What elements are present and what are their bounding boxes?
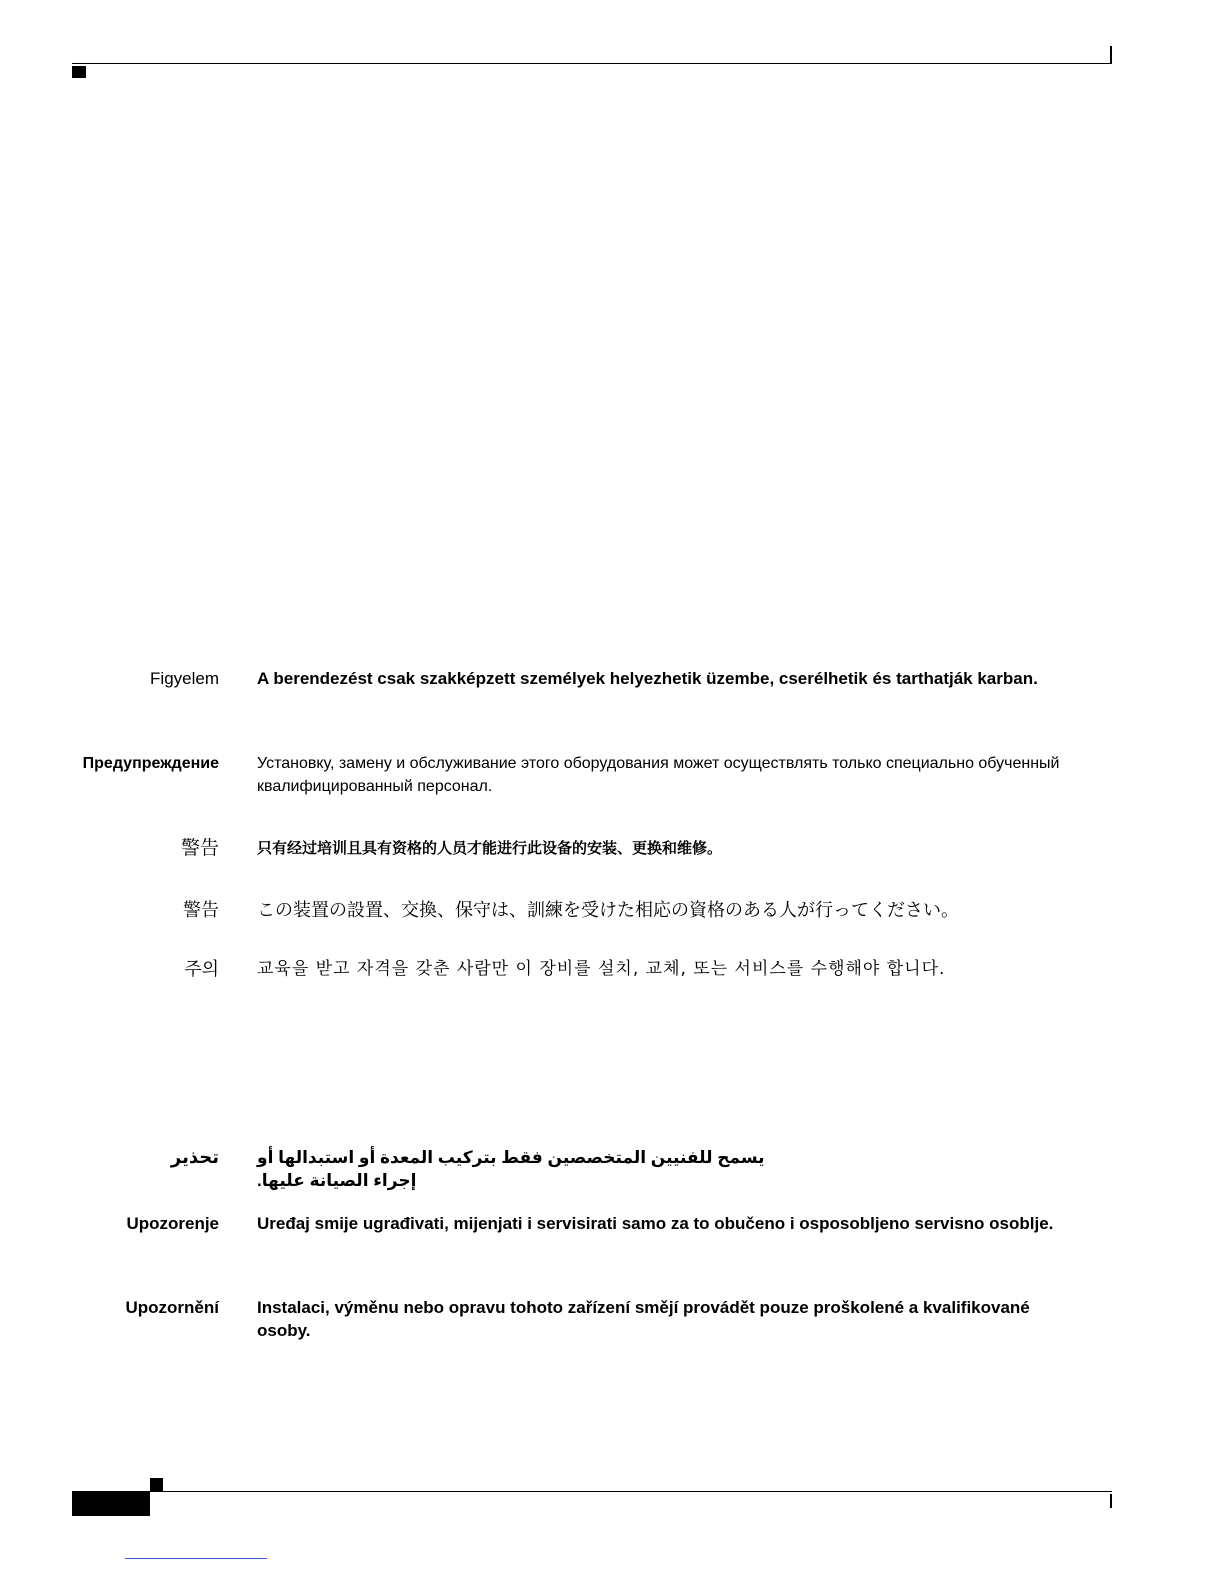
header-corner-marker: [72, 66, 86, 78]
warning-label: تحذير: [170, 1147, 219, 1167]
header-right-tick: [1110, 46, 1112, 64]
warning-text: Установку, замену и обслуживание этого оборудования может осуществлять только специально обученный квалифицированный персонал.: [257, 755, 1060, 795]
warning-label: 警告: [183, 900, 219, 921]
footer-right-tick: [1110, 1494, 1112, 1508]
warning-text: この装置の設置、交換、保守は、訓練を受けた相応の資格のある人が行ってください。: [257, 900, 959, 921]
warning-label: Figyelem: [150, 669, 219, 688]
warning-text: 교육을 받고 자격을 갖춘 사람만 이 장비를 설치, 교체, 또는 서비스를 수행해야 합니다.: [257, 959, 946, 979]
warning-label: Upozorenje: [126, 1214, 219, 1233]
warning-text: Instalaci, výměnu nebo opravu tohoto zařízení smějí provádět pouze proškolené a kvalifikované osoby.: [257, 1298, 1030, 1340]
warning-label: Предупреждение: [82, 755, 219, 772]
warning-text: يسمح للفنيين المتخصصين فقط بتركيب المعدة أو استبدالها أو إجراء الصيانة عليها.: [257, 1148, 765, 1190]
footer-tab-block: [72, 1491, 150, 1516]
footer-rule: [72, 1491, 1112, 1492]
header-rule: [72, 63, 1112, 64]
warning-text: Uređaj smije ugrađivati, mijenjati i servisirati samo za to obučeno i osposobljeno servisno osoblje.: [257, 1214, 1054, 1233]
footer-small-marker: [150, 1478, 163, 1491]
warning-text: 只有经过培训且具有资格的人员才能进行此设备的安装、更换和维修。: [257, 839, 723, 857]
warning-label: 警告: [180, 837, 219, 859]
warning-label: 주의: [184, 959, 219, 980]
warning-label: Upozornění: [125, 1298, 219, 1317]
footer-link-underline[interactable]: [125, 1558, 267, 1559]
warning-text: A berendezést csak szakképzett személyek helyezhetik üzembe, cserélhetik és tarthatják karban.: [257, 669, 1038, 688]
